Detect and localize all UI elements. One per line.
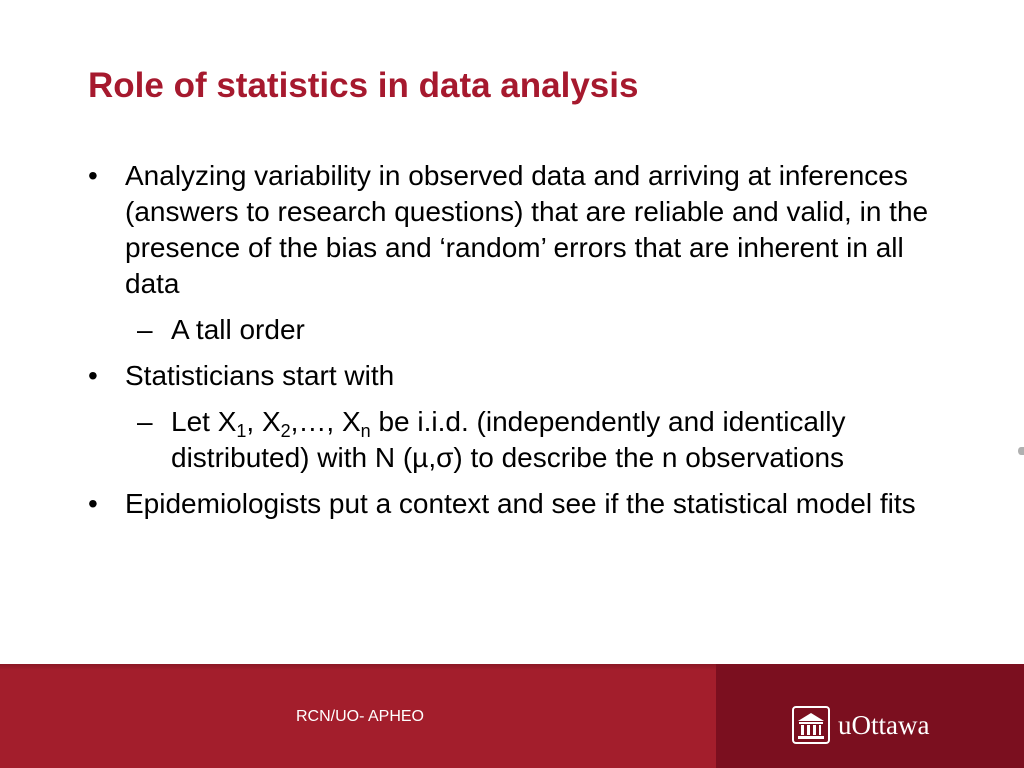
bullet-text: Epidemiologists put a context and see if the statistical model fits — [125, 488, 916, 519]
dash-marker: – — [137, 314, 153, 345]
slide-title: Role of statistics in data analysis — [88, 66, 639, 105]
formula-text: Let X — [171, 406, 237, 437]
subscript: 1 — [236, 421, 247, 441]
bullet-item — [88, 158, 948, 302]
subscript: 2 — [280, 421, 291, 441]
logo-text: uOttawa — [838, 710, 930, 740]
university-building-icon — [792, 706, 830, 744]
formula-text: ,…, X — [290, 406, 361, 437]
footer-label: RCN/UO- APHEO — [295, 708, 424, 725]
dash-marker: – — [137, 406, 153, 437]
bullet-marker: • — [88, 360, 98, 391]
bullet-marker: • — [88, 488, 98, 519]
bullet-item — [88, 358, 948, 394]
bullet-marker: • — [88, 160, 98, 191]
bullet-item — [88, 486, 948, 522]
bullet-text: Analyzing variability in observed data and arriving at inferences (answers to research questions) that are reliable and valid, in the presence of the bias and ‘random’ errors that are inherent in all data — [125, 160, 929, 299]
sub-bullet-item — [88, 312, 948, 348]
sub-bullet-item — [88, 404, 948, 476]
formula-text: , X — [246, 406, 281, 437]
bullet-list — [88, 158, 948, 532]
sub-bullet-text: A tall order — [171, 314, 305, 345]
sub-bullet-text — [171, 404, 948, 476]
formula-text: be i.i.d. (independently and identically distributed) with N (µ,σ) to describe the n observations — [171, 406, 846, 473]
subscript: n — [360, 421, 371, 441]
edge-mark — [1018, 447, 1024, 455]
bullet-text: Statisticians start with — [125, 360, 395, 391]
